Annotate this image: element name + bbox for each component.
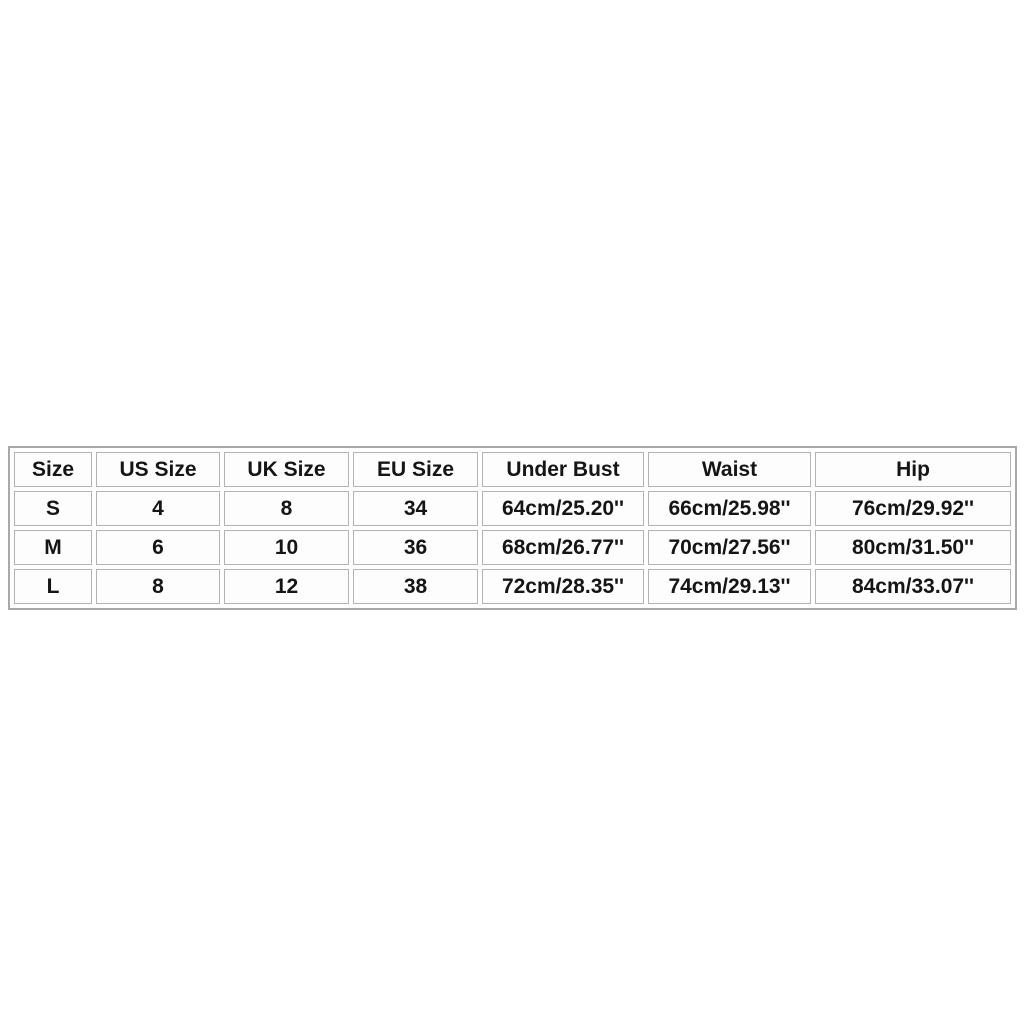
- column-header-us-size: US Size: [96, 452, 220, 487]
- table-cell: 10: [224, 530, 349, 565]
- table-row-m: [14, 530, 1011, 565]
- table-cell: 84cm/33.07'': [815, 569, 1011, 604]
- table-cell: 76cm/29.92'': [815, 491, 1011, 526]
- table-cell: L: [14, 569, 92, 604]
- size-chart-table: [8, 446, 1017, 610]
- table-cell: 68cm/26.77'': [482, 530, 644, 565]
- table-cell: S: [14, 491, 92, 526]
- table-cell: 38: [353, 569, 478, 604]
- table-cell: 8: [224, 491, 349, 526]
- table-cell: 66cm/25.98'': [648, 491, 811, 526]
- table-cell: 36: [353, 530, 478, 565]
- table-row-s: [14, 491, 1011, 526]
- table-cell: 34: [353, 491, 478, 526]
- column-header-uk-size: UK Size: [224, 452, 349, 487]
- table-cell: 8: [96, 569, 220, 604]
- table-cell: 80cm/31.50'': [815, 530, 1011, 565]
- table-cell: 12: [224, 569, 349, 604]
- column-header-hip: Hip: [815, 452, 1011, 487]
- table-cell: 64cm/25.20'': [482, 491, 644, 526]
- column-header-under-bust: Under Bust: [482, 452, 644, 487]
- size-chart: [8, 446, 1016, 610]
- column-header-waist: Waist: [648, 452, 811, 487]
- table-cell: M: [14, 530, 92, 565]
- column-header-size: Size: [14, 452, 92, 487]
- table-row-l: [14, 569, 1011, 604]
- table-cell: 4: [96, 491, 220, 526]
- table-cell: 74cm/29.13'': [648, 569, 811, 604]
- table-cell: 72cm/28.35'': [482, 569, 644, 604]
- column-header-eu-size: EU Size: [353, 452, 478, 487]
- table-cell: 70cm/27.56'': [648, 530, 811, 565]
- table-cell: 6: [96, 530, 220, 565]
- table-header-row: [14, 452, 1011, 487]
